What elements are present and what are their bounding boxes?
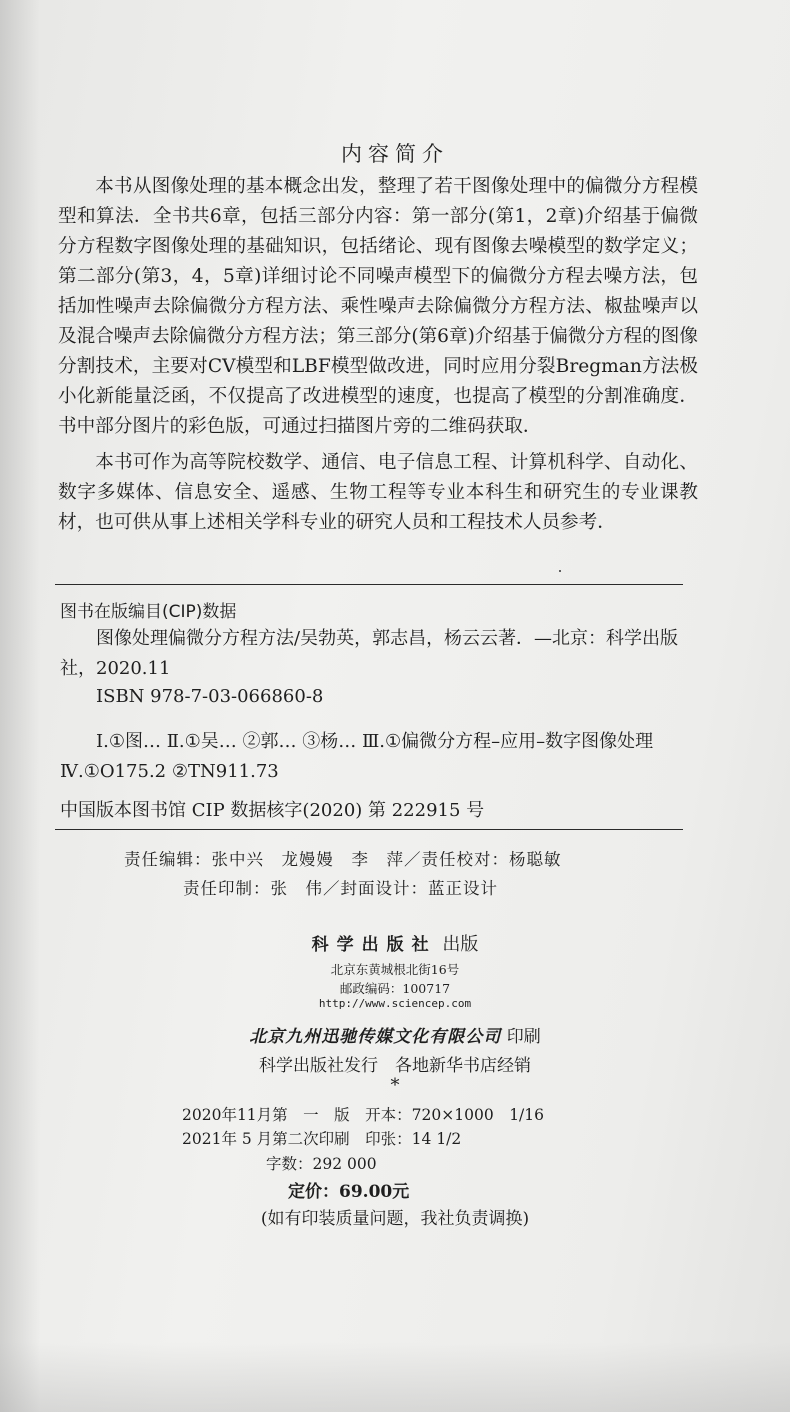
credits-editors: 责任编辑：张中兴 龙嫚嫚 李 萍／责任校对：杨聪敏 bbox=[124, 850, 562, 869]
printer-line bbox=[0, 1022, 790, 1047]
page-edge-shadow bbox=[0, 0, 40, 1412]
cip-entry: 图像处理偏微分方程方法/吴勃英，郭志昌，杨云云著．—北京：科学出版社，2020.11 bbox=[60, 628, 679, 679]
credits-production: 责任印制：张 伟／封面设计：蓝正设计 bbox=[183, 879, 498, 898]
publisher-address: 北京东黄城根北街16号 bbox=[330, 962, 460, 977]
publisher-website: http://www.sciencep.com bbox=[318, 997, 472, 1010]
cip-isbn: ISBN 978-7-03-066860-8 bbox=[96, 686, 324, 707]
distribution-line: 科学出版社发行 各地新华书店经销 bbox=[259, 1056, 531, 1076]
publisher-line bbox=[0, 930, 790, 956]
page-bottom-shadow bbox=[0, 1342, 790, 1412]
cip-classification: Ⅰ.①图… Ⅱ.①吴… ②郭… ③杨… Ⅲ.①偏微分方程–应用–数字图像处理 Ⅳ.①O175.2 ②TN911.73 bbox=[60, 731, 654, 782]
printer-name: 北京九州迅驰传媒文化有限公司 bbox=[249, 1027, 502, 1047]
word-count: 字数：292 000 bbox=[266, 1155, 377, 1173]
ink-dot bbox=[559, 570, 561, 572]
cip-heading: 图书在版编目(CIP)数据 bbox=[60, 602, 237, 622]
publisher-name: 科学出版社 bbox=[311, 935, 437, 955]
intro-paragraph-1: 本书从图像处理的基本概念出发，整理了若干图像处理中的偏微分方程模型和算法．全书共6章，包括三部分内容：第一部分(第1，2章)介绍基于偏微分方程数字图像处理的基础知识，包括绪论、现有图像去噪模型的数学定义；第二部分(第3，4，5章)详细讨论不同噪声模型下的偏微分方程去噪方法，包括加性噪声去除偏微分方程方法、乘性噪声去除偏微分方程方法、椒盐噪声以及混合噪声去除偏微分方程方法；第三部分(第6章)介绍基于偏微分方程的图像分割技术，主要对CV模型和LBF模型做改进，同时应用分裂Bregman方法极小化新能量泛函，不仅提高了改进模型的速度，也提高了模型的分割准确度．书中部分图片的彩色版，可通过扫描图片旁的二维码获取． bbox=[58, 176, 698, 437]
publisher-suffix: 出版 bbox=[442, 934, 479, 955]
publisher-postcode: 邮政编码：100717 bbox=[339, 981, 451, 996]
cip-top-rule bbox=[55, 584, 683, 585]
separator-star: * bbox=[390, 1075, 400, 1096]
printer-suffix: 印刷 bbox=[506, 1027, 541, 1047]
intro-paragraph-2: 本书可作为高等院校数学、通信、电子信息工程、计算机科学、自动化、数字多媒体、信息安全、遥感、生物工程等专业本科生和研究生的专业课教材，也可供从事上述相关学科专业的研究人员和工程技术人员参考． bbox=[58, 452, 698, 533]
edition-first: 2020年11月第 一 版 开本：720×1000 1/16 bbox=[182, 1106, 544, 1124]
price: 定价：69.00元 bbox=[288, 1182, 410, 1202]
edition-second-printing: 2021年 5 月第二次印刷 印张：14 1/2 bbox=[182, 1130, 462, 1148]
page-title: 内容简介 bbox=[341, 142, 449, 166]
quality-notice: (如有印装质量问题，我社负责调换) bbox=[260, 1209, 530, 1229]
cip-bottom-rule bbox=[55, 829, 683, 830]
cip-library-record: 中国版本图书馆 CIP 数据核字(2020) 第 222915 号 bbox=[60, 800, 485, 821]
